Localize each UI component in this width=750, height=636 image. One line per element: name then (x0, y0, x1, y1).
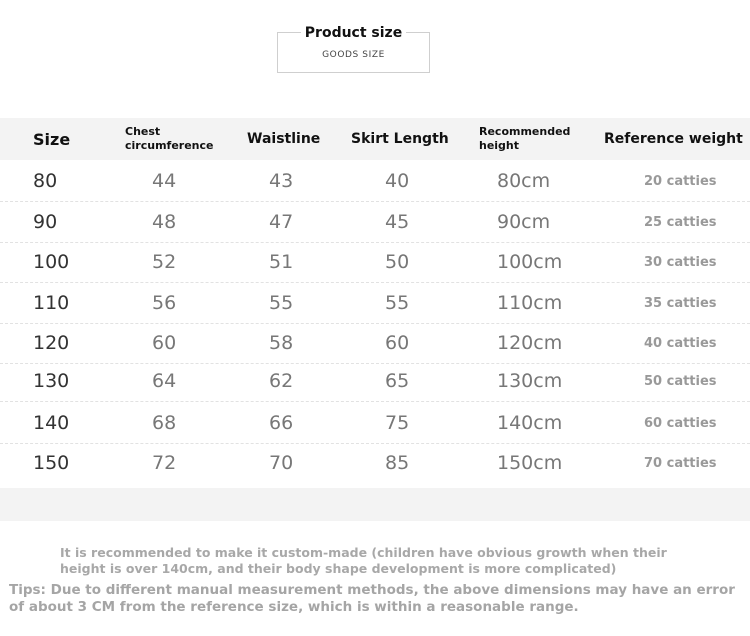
skirt-cell: 60 (385, 332, 410, 354)
column-header-chest: Chest circumference (125, 125, 214, 152)
table-row (0, 283, 750, 324)
product-size-title (278, 25, 429, 41)
product-size-title-box (277, 25, 430, 73)
height-cell: 100cm (497, 251, 563, 273)
skirt-cell: 50 (385, 251, 410, 273)
size-cell: 130 (33, 370, 70, 392)
table-row (0, 242, 750, 283)
size-cell: 100 (33, 251, 70, 273)
skirt-cell: 75 (385, 412, 410, 434)
table-row (0, 443, 750, 483)
product-size-title-text: Product size (301, 25, 406, 41)
chest-cell: 48 (152, 211, 177, 233)
size-cell: 140 (33, 412, 70, 434)
table-row (0, 361, 750, 402)
weight-cell: 50 catties (644, 373, 717, 389)
table-row (0, 323, 750, 364)
waist-cell: 47 (269, 211, 294, 233)
chest-cell: 52 (152, 251, 177, 273)
goods-size-subtitle: GOODS SIZE (322, 50, 385, 60)
weight-cell: 40 catties (644, 335, 717, 351)
waist-cell: 62 (269, 370, 294, 392)
waist-cell: 58 (269, 332, 294, 354)
chest-cell: 60 (152, 332, 177, 354)
chest-cell: 72 (152, 452, 177, 474)
chest-cell: 56 (152, 292, 177, 314)
table-row (0, 161, 750, 202)
table-header-row (0, 118, 750, 160)
height-cell: 80cm (497, 170, 551, 192)
waist-cell: 66 (269, 412, 294, 434)
height-cell: 120cm (497, 332, 563, 354)
weight-cell: 25 catties (644, 214, 717, 230)
column-header-waistline: Waistline (247, 131, 321, 147)
table-footer-band (0, 488, 750, 521)
waist-cell: 43 (269, 170, 294, 192)
height-cell: 150cm (497, 452, 563, 474)
skirt-cell: 40 (385, 170, 410, 192)
height-cell: 90cm (497, 211, 551, 233)
skirt-cell: 65 (385, 370, 410, 392)
skirt-cell: 85 (385, 452, 410, 474)
chest-cell: 64 (152, 370, 177, 392)
size-cell: 80 (33, 170, 58, 192)
weight-cell: 70 catties (644, 455, 717, 471)
height-cell: 130cm (497, 370, 563, 392)
weight-cell: 30 catties (644, 254, 717, 270)
waist-cell: 55 (269, 292, 294, 314)
custom-made-note: It is recommended to make it custom-made (children have obvious growth when their height is over 140cm, and their body shape development is more complicated) (60, 545, 667, 576)
waist-cell: 70 (269, 452, 294, 474)
waist-cell: 51 (269, 251, 294, 273)
column-header-recommended-height: Recommended height (479, 125, 571, 152)
chest-cell: 44 (152, 170, 177, 192)
column-header-skirt-length: Skirt Length (351, 131, 449, 147)
chest-cell: 68 (152, 412, 177, 434)
size-cell: 120 (33, 332, 70, 354)
measurement-tips: Tips: Due to different manual measurement methods, the above dimensions may have an error of about 3 CM from the reference size, which is within a reasonable range. (9, 582, 735, 615)
weight-cell: 60 catties (644, 415, 717, 431)
column-header-reference-weight: Reference weight (604, 131, 743, 147)
height-cell: 110cm (497, 292, 563, 314)
column-header-size: Size (33, 129, 71, 149)
table-row (0, 403, 750, 444)
size-cell: 90 (33, 211, 58, 233)
weight-cell: 35 catties (644, 295, 717, 311)
size-cell: 110 (33, 292, 70, 314)
skirt-cell: 45 (385, 211, 410, 233)
weight-cell: 20 catties (644, 173, 717, 189)
skirt-cell: 55 (385, 292, 410, 314)
size-cell: 150 (33, 452, 70, 474)
table-row (0, 202, 750, 243)
height-cell: 140cm (497, 412, 563, 434)
